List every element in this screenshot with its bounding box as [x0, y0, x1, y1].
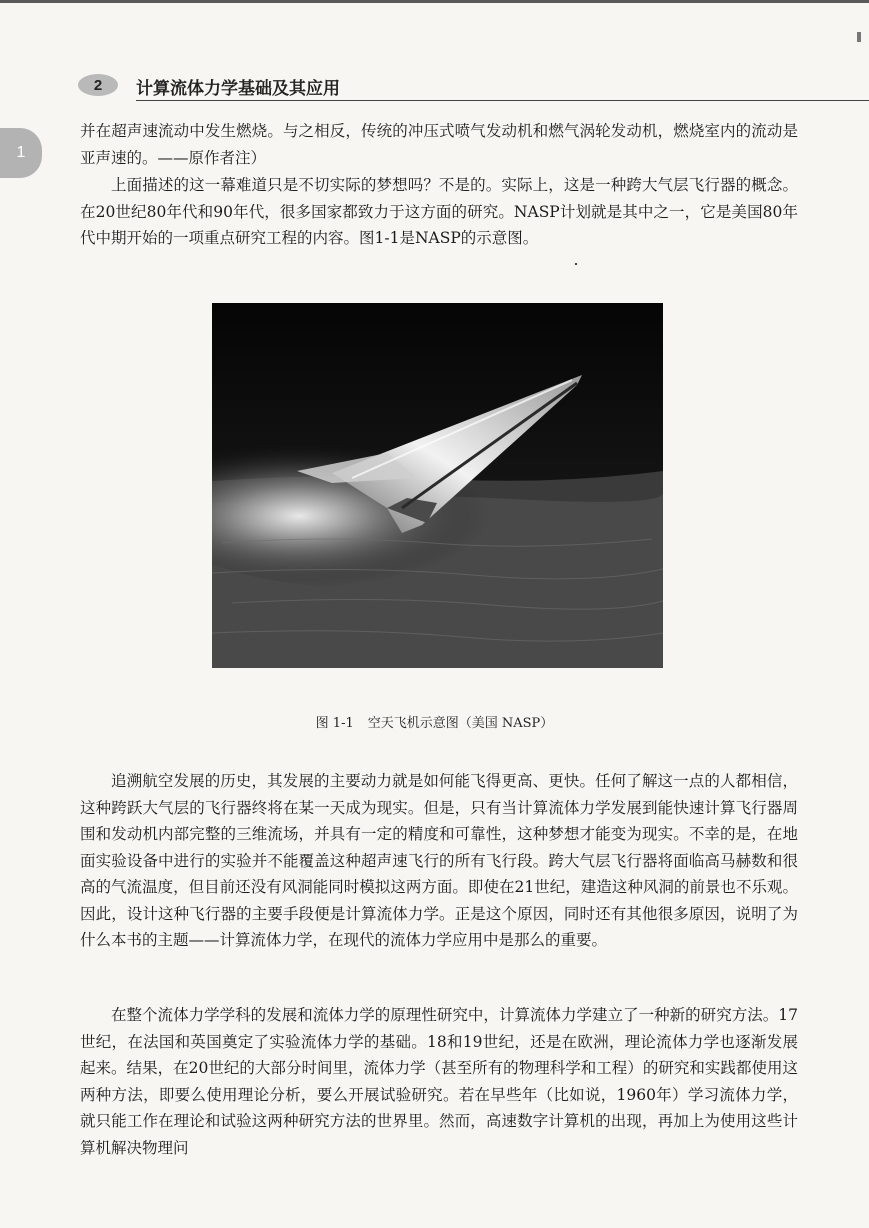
paragraph-1: 并在超声速流动中发生燃烧。与之相反，传统的冲压式喷气发动机和燃气涡轮发动机，燃烧室内的流动是亚声速的。——原作者注）	[80, 122, 798, 167]
top-border-rule	[0, 0, 869, 3]
figure-caption-text: 空天飞机示意图（美国 NASP）	[367, 716, 554, 731]
figure-nasp-image	[212, 303, 663, 668]
running-header-title: 计算流体力学基础及其应用	[136, 79, 340, 99]
figure-number: 图 1-1	[315, 716, 354, 731]
figure-caption	[0, 712, 869, 731]
scan-mark	[857, 32, 861, 42]
chapter-thumb-tab: 1	[0, 128, 42, 178]
spaceplane-illustration	[212, 303, 663, 668]
paragraph-4: 在整个流体力学学科的发展和流体力学的原理性研究中，计算流体力学建立了一种新的研究方法。17世纪，在法国和英国奠定了实验流体力学的基础。18和19世纪，还是在欧洲，理论流体力学也逐渐发展起来。结果，在20世纪的大部分时间里，流体力学（甚至所有的物理科学和工程）的研究和实践都使用这两种方法，即要么使用理论分析，要么开展试验研究。若在早些年（比如说，1960年）学习流体力学，就只能工作在理论和试验这两种研究方法的世界里。然而，高速数字计算机的出现，再加上为使用这些计算机解决物理问	[80, 1006, 798, 1157]
paragraph-2: 上面描述的这一幕难道只是不切实际的梦想吗？不是的。实际上，这是一种跨大气层飞行器的概念。在20世纪80年代和90年代，很多国家都致力于这方面的研究。NASP计划就是其中之一，它是美国80年代中期开始的一项重点研究工程的内容。图1-1是NASP的示意图。	[80, 176, 798, 247]
speck	[575, 263, 577, 265]
header-rule	[136, 100, 869, 101]
running-header	[78, 70, 798, 100]
paragraph-3: 追溯航空发展的历史，其发展的主要动力就是如何能飞得更高、更快。任何了解这一点的人都相信，这种跨跃大气层的飞行器终将在某一天成为现实。但是，只有当计算流体力学发展到能快速计算飞行器周围和发动机内部完整的三维流场，并具有一定的精度和可靠性，这种梦想才能变为现实。不幸的是，在地面实验设备中进行的实验并不能覆盖这种超声速飞行的所有飞行段。跨大气层飞行器将面临高马赫数和很高的气流温度，但目前还没有风洞能同时模拟这两方面。即使在21世纪，建造这种风洞的前景也不乐观。因此，设计这种飞行器的主要手段便是计算流体力学。正是这个原因，同时还有其他很多原因，说明了为什么本书的主题——计算流体力学，在现代的流体力学应用中是那么的重要。	[80, 772, 798, 949]
page-number: 2	[78, 74, 118, 96]
